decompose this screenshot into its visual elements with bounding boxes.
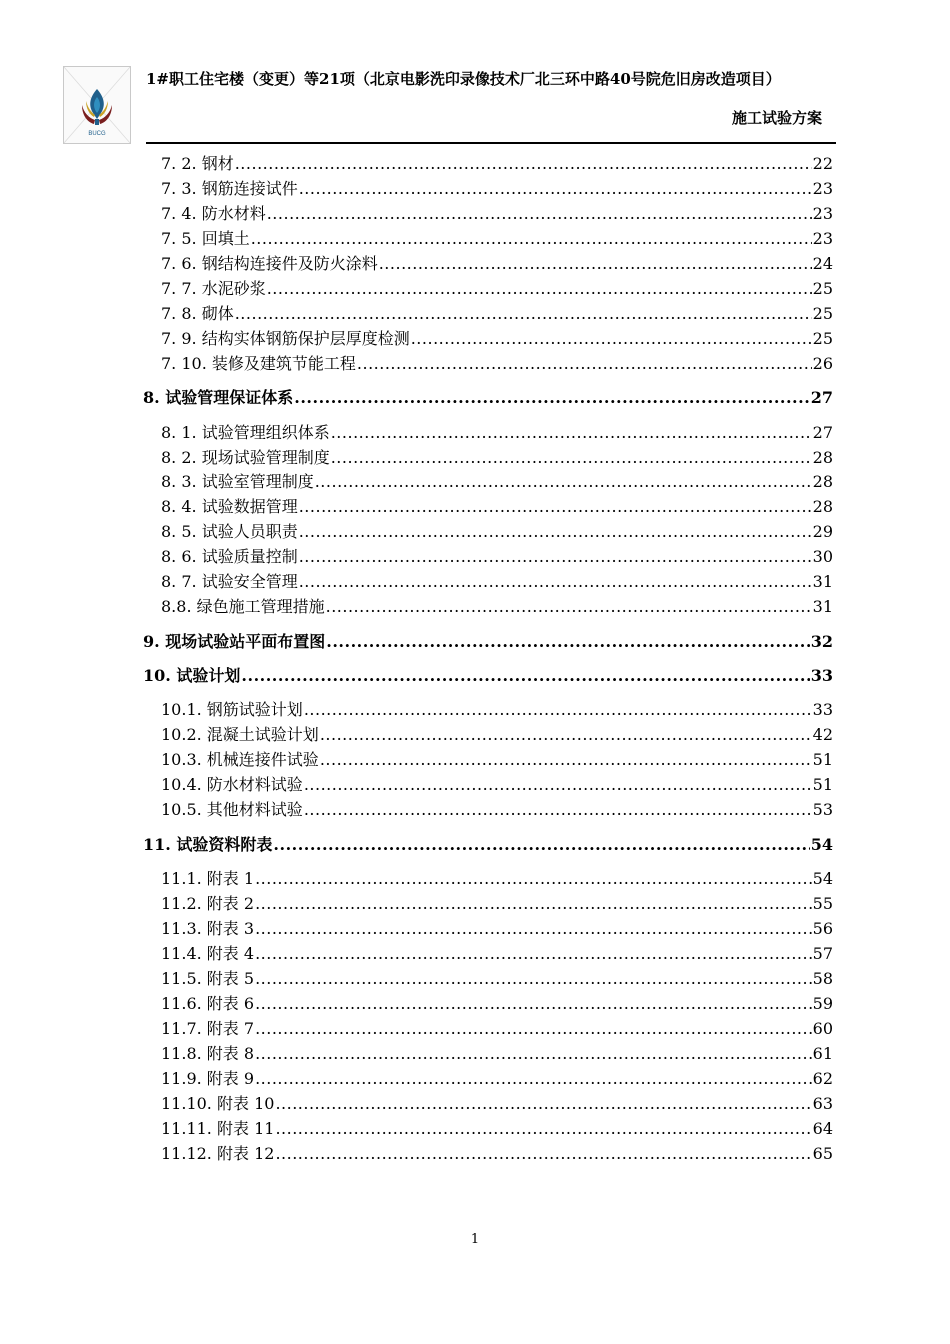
- toc-entry-page: 54: [812, 869, 833, 888]
- toc-entry-label: 11.4. 附表 4: [161, 944, 255, 963]
- toc-entry-page: 28: [812, 497, 833, 516]
- toc-entry-label: 8. 4. 试验数据管理: [161, 497, 298, 516]
- toc-entry-label: 8. 7. 试验安全管理: [161, 572, 298, 591]
- toc-entry-page: 27: [810, 388, 833, 407]
- logo-text: BUCG: [88, 131, 106, 137]
- toc-entry-page: 32: [810, 632, 833, 651]
- toc-dot-leader: [315, 471, 812, 493]
- toc-entry-page: 63: [812, 1094, 833, 1113]
- toc-entry-page: 25: [812, 304, 833, 323]
- toc-entry-label: 7. 9. 结构实体钢筋保护层厚度检测: [161, 329, 410, 348]
- toc-section-entry[interactable]: [161, 596, 833, 618]
- toc-entry-label: 11.1. 附表 1: [161, 869, 255, 888]
- toc-dot-leader: [255, 968, 812, 990]
- toc-chapter-entry[interactable]: [143, 631, 833, 653]
- toc-dot-leader: [273, 834, 809, 856]
- toc-dot-leader: [411, 328, 812, 350]
- toc-entry-page: 30: [812, 547, 833, 566]
- toc-dot-leader: [299, 496, 812, 518]
- toc-section-entry[interactable]: [161, 353, 833, 375]
- document-subtitle: 施工试验方案: [731, 109, 822, 127]
- toc-entry-page: 55: [812, 894, 833, 913]
- toc-dot-leader: [275, 1093, 811, 1115]
- toc-entry-label: 8. 5. 试验人员职责: [161, 522, 298, 541]
- toc-entry-page: 62: [812, 1069, 833, 1088]
- toc-dot-leader: [255, 1068, 812, 1090]
- toc-entry-label: 11.3. 附表 3: [161, 919, 255, 938]
- toc-entry-label: 10. 试验计划: [143, 666, 241, 685]
- toc-entry-label: 7. 4. 防水材料: [161, 204, 266, 223]
- toc-entry-page: 59: [812, 994, 833, 1013]
- toc-entry-label: 8. 试验管理保证体系: [143, 388, 294, 407]
- toc-entry-page: 29: [812, 522, 833, 541]
- toc-entry-label: 11.7. 附表 7: [161, 1019, 255, 1038]
- toc-entry-page: 31: [812, 597, 833, 616]
- toc-entry-label: 11.2. 附表 2: [161, 894, 255, 913]
- toc-dot-leader: [241, 665, 809, 687]
- toc-entry-page: 31: [812, 572, 833, 591]
- toc-entry-page: 24: [812, 254, 833, 273]
- toc-entry-page: 25: [812, 279, 833, 298]
- toc-entry-label: 8. 1. 试验管理组织体系: [161, 423, 330, 442]
- toc-section-entry[interactable]: [161, 422, 833, 444]
- toc-dot-leader: [331, 447, 812, 469]
- toc-entry-page: 26: [812, 354, 833, 373]
- toc-section-entry[interactable]: [161, 868, 833, 890]
- toc-entry-label: 11.5. 附表 5: [161, 969, 255, 988]
- toc-entry-label: 11.12. 附表 12: [161, 1144, 275, 1163]
- toc-section-entry[interactable]: [161, 303, 833, 325]
- toc-section-entry[interactable]: [161, 1068, 833, 1090]
- toc-section-entry[interactable]: [161, 278, 833, 300]
- toc-entry-page: 53: [812, 800, 833, 819]
- toc-entry-label: 11.10. 附表 10: [161, 1094, 275, 1113]
- toc-entry-label: 7. 8. 砌体: [161, 304, 234, 323]
- toc-entry-page: 25: [812, 329, 833, 348]
- toc-dot-leader: [255, 918, 812, 940]
- toc-section-entry[interactable]: [161, 178, 833, 200]
- toc-entry-label: 11.9. 附表 9: [161, 1069, 255, 1088]
- toc-section-entry[interactable]: [161, 918, 833, 940]
- toc-dot-leader: [235, 153, 812, 175]
- toc-entry-page: 33: [810, 666, 833, 685]
- toc-dot-leader: [299, 521, 812, 543]
- toc-entry-page: 61: [812, 1044, 833, 1063]
- toc-entry-page: 64: [812, 1119, 833, 1138]
- toc-entry-label: 7. 6. 钢结构连接件及防火涂料: [161, 254, 378, 273]
- toc-dot-leader: [255, 943, 812, 965]
- toc-entry-label: 11. 试验资料附表: [143, 835, 273, 854]
- toc-entry-page: 28: [812, 472, 833, 491]
- toc-entry-page: 23: [812, 179, 833, 198]
- toc-dot-leader: [255, 1018, 812, 1040]
- toc-section-entry[interactable]: [161, 1043, 833, 1065]
- toc-entry-page: 65: [812, 1144, 833, 1163]
- toc-dot-leader: [275, 1118, 811, 1140]
- toc-entry-page: 56: [812, 919, 833, 938]
- toc-dot-leader: [235, 303, 812, 325]
- toc-section-entry[interactable]: [161, 774, 833, 796]
- toc-entry-page: 22: [812, 154, 833, 173]
- toc-section-entry[interactable]: [161, 496, 833, 518]
- toc-dot-leader: [255, 993, 812, 1015]
- document-title: 1#职工住宅楼（变更）等21项（北京电影洗印录像技术厂北三环中路40号院危旧房改造项目）: [146, 70, 781, 88]
- toc-dot-leader: [304, 799, 812, 821]
- toc-dot-leader: [299, 178, 812, 200]
- toc-section-entry[interactable]: [161, 993, 833, 1015]
- toc-dot-leader: [304, 699, 812, 721]
- toc-entry-page: 42: [812, 725, 833, 744]
- toc-dot-leader: [255, 868, 812, 890]
- toc-section-entry[interactable]: [161, 893, 833, 915]
- toc-entry-label: 10.1. 钢筋试验计划: [161, 700, 303, 719]
- toc-entry-page: 57: [812, 944, 833, 963]
- toc-entry-label: 7. 2. 钢材: [161, 154, 234, 173]
- toc-entry-label: 11.6. 附表 6: [161, 994, 255, 1013]
- toc-section-entry[interactable]: [161, 1093, 833, 1115]
- toc-section-entry[interactable]: [161, 203, 833, 225]
- toc-entry-page: 54: [810, 835, 833, 854]
- toc-entry-label: 11.8. 附表 8: [161, 1044, 255, 1063]
- toc-entry-label: 10.3. 机械连接件试验: [161, 750, 319, 769]
- toc-dot-leader: [379, 253, 812, 275]
- toc-entry-page: 33: [812, 700, 833, 719]
- toc-entry-page: 27: [812, 423, 833, 442]
- toc-dot-leader: [267, 278, 812, 300]
- toc-dot-leader: [299, 546, 812, 568]
- toc-entry-label: 7. 5. 回填土: [161, 229, 250, 248]
- toc-entry-label: 8. 2. 现场试验管理制度: [161, 448, 330, 467]
- toc-dot-leader: [320, 724, 812, 746]
- toc-dot-leader: [331, 422, 812, 444]
- toc-entry-page: 51: [812, 775, 833, 794]
- toc-section-entry[interactable]: [161, 328, 833, 350]
- toc-chapter-entry[interactable]: [143, 665, 833, 687]
- toc-section-entry[interactable]: [161, 546, 833, 568]
- toc-entry-label: 7. 7. 水泥砂浆: [161, 279, 266, 298]
- toc-section-entry[interactable]: [161, 1143, 833, 1165]
- toc-entry-page: 28: [812, 448, 833, 467]
- toc-section-entry[interactable]: [161, 724, 833, 746]
- toc-entry-label: 10.4. 防水材料试验: [161, 775, 303, 794]
- toc-section-entry[interactable]: [161, 471, 833, 493]
- toc-section-entry[interactable]: [161, 943, 833, 965]
- toc-section-entry[interactable]: [161, 253, 833, 275]
- toc-dot-leader: [357, 353, 812, 375]
- toc-dot-leader: [304, 774, 812, 796]
- toc-entry-page: 23: [812, 204, 833, 223]
- page-number: 1: [470, 1232, 480, 1247]
- toc-entry-label: 8. 3. 试验室管理制度: [161, 472, 314, 491]
- toc-dot-leader: [255, 893, 812, 915]
- toc-dot-leader: [320, 749, 812, 771]
- toc-dot-leader: [251, 228, 812, 250]
- toc-dot-leader: [326, 596, 812, 618]
- toc-entry-label: 7. 3. 钢筋连接试件: [161, 179, 298, 198]
- toc-section-entry[interactable]: [161, 749, 833, 771]
- toc-section-entry[interactable]: [161, 1018, 833, 1040]
- toc-section-entry[interactable]: [161, 447, 833, 469]
- toc-entry-label: 11.11. 附表 11: [161, 1119, 275, 1138]
- toc-entry-page: 23: [812, 229, 833, 248]
- toc-dot-leader: [255, 1043, 812, 1065]
- toc-dot-leader: [275, 1143, 811, 1165]
- toc-entry-label: 8. 6. 试验质量控制: [161, 547, 298, 566]
- toc-dot-leader: [267, 203, 812, 225]
- toc-section-entry[interactable]: [161, 699, 833, 721]
- toc-entry-page: 60: [812, 1019, 833, 1038]
- toc-entry-label: 8.8. 绿色施工管理措施: [161, 597, 325, 616]
- toc-section-entry[interactable]: [161, 799, 833, 821]
- toc-entry-label: 10.5. 其他材料试验: [161, 800, 303, 819]
- toc-entry-label: 10.2. 混凝土试验计划: [161, 725, 319, 744]
- toc-entry-label: 7. 10. 装修及建筑节能工程: [161, 354, 356, 373]
- toc-entry-page: 58: [812, 969, 833, 988]
- toc-section-entry[interactable]: [161, 521, 833, 543]
- toc-entry-label: 9. 现场试验站平面布置图: [143, 632, 326, 651]
- toc-entry-page: 51: [812, 750, 833, 769]
- toc-section-entry[interactable]: [161, 228, 833, 250]
- toc-chapter-entry[interactable]: [143, 387, 833, 409]
- toc-dot-leader: [299, 571, 812, 593]
- toc-chapter-entry[interactable]: [143, 834, 833, 856]
- toc-section-entry[interactable]: [161, 571, 833, 593]
- toc-section-entry[interactable]: [161, 153, 833, 175]
- toc-section-entry[interactable]: [161, 1118, 833, 1140]
- toc-dot-leader: [326, 631, 809, 653]
- toc-section-entry[interactable]: [161, 968, 833, 990]
- toc-dot-leader: [294, 387, 809, 409]
